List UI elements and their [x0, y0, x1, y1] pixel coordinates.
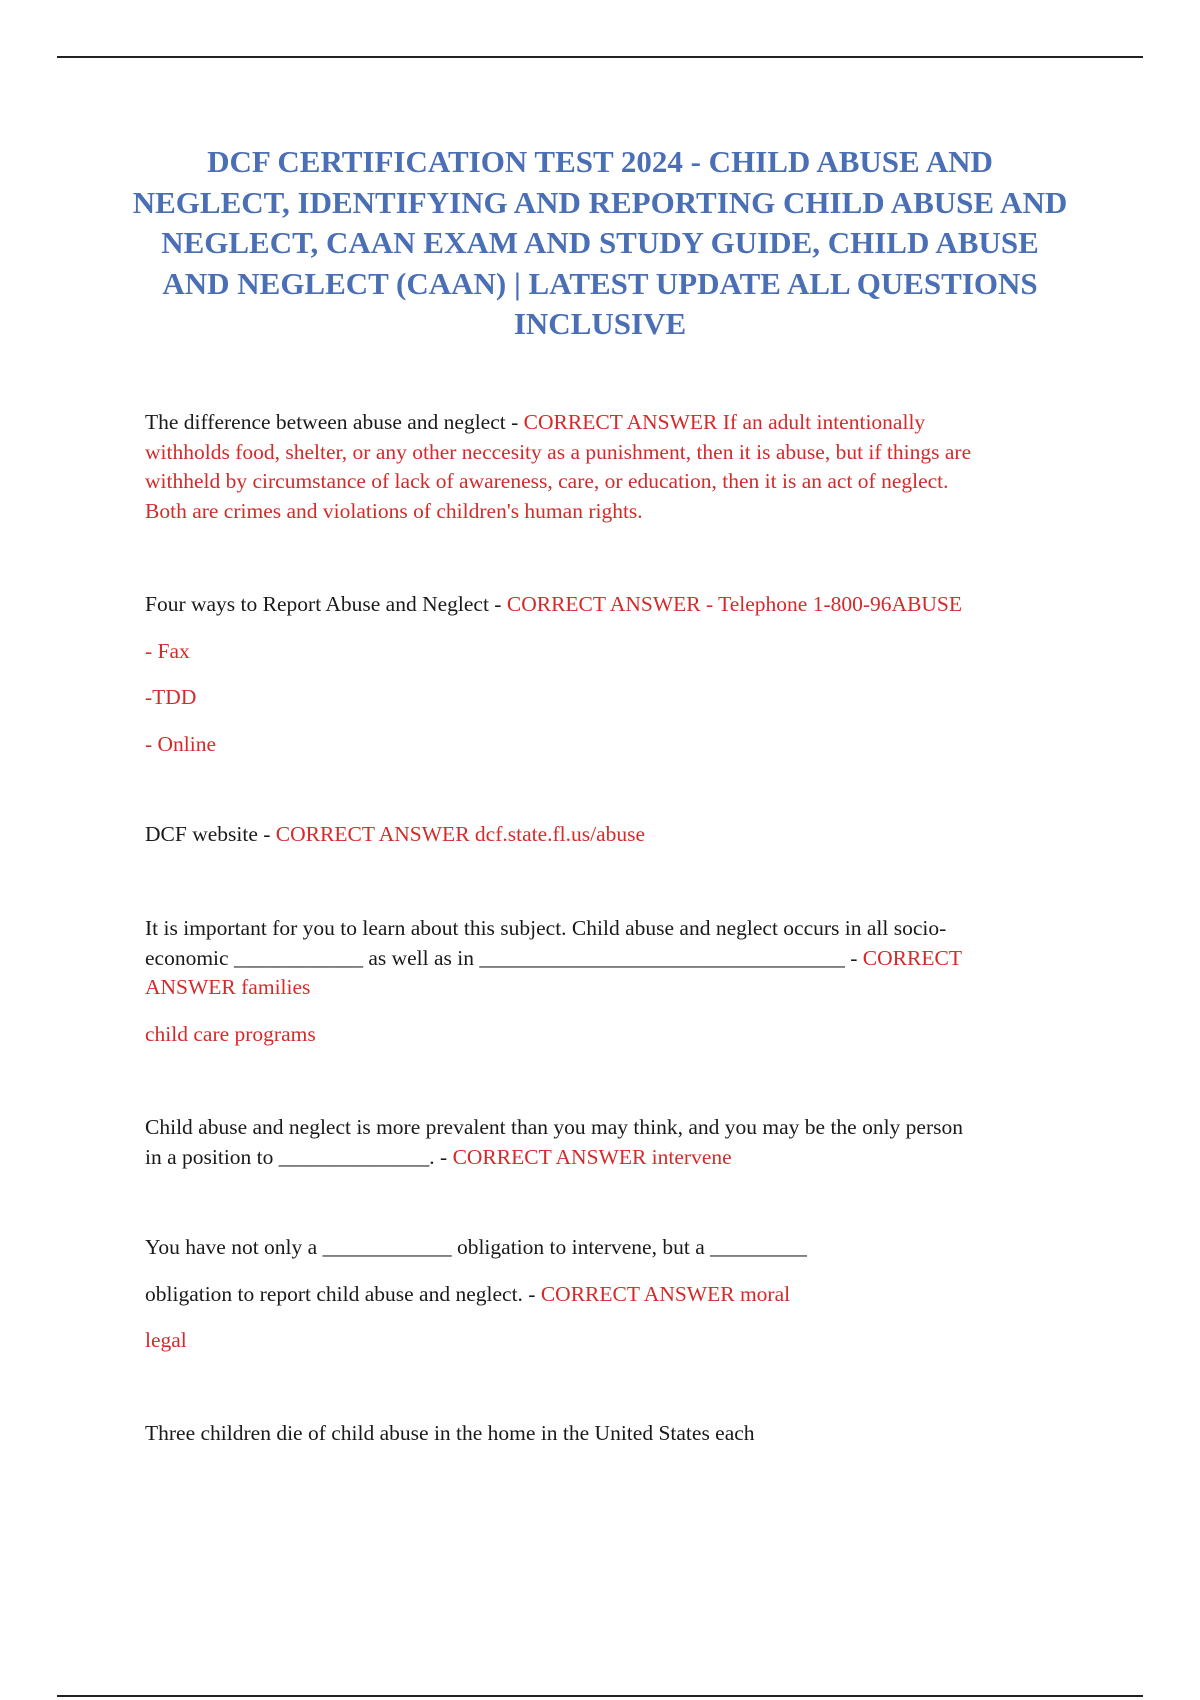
qa-item-5	[145, 1113, 1080, 1172]
qa-item-3	[145, 820, 1080, 850]
question-text: The difference between abuse and neglect -	[145, 410, 524, 434]
answer-text: -TDD	[145, 685, 197, 709]
answer-text: - Online	[145, 731, 217, 756]
answer-text: - Fax	[145, 638, 190, 663]
question-text: in a position to ______________. -	[145, 1144, 453, 1169]
qa-item-1	[145, 408, 1080, 526]
question-text: obligation to report child abuse and neglect. -	[145, 1281, 541, 1306]
answer-text: CORRECT ANSWER If an adult intentionally	[523, 410, 926, 434]
qa-item-2	[145, 590, 1080, 759]
question-text: economic ____________ as well as in __________________________________ -	[145, 945, 863, 970]
answer-text: CORRECT ANSWER intervene	[452, 1144, 732, 1169]
qa-item-4	[145, 914, 1080, 1049]
question-text: DCF website -	[145, 822, 276, 846]
question-text: Four ways to Report Abuse and Neglect -	[145, 592, 507, 616]
question-text: Three children die of child abuse in the home in the United States each	[145, 1421, 755, 1445]
qa-item-6	[145, 1233, 1080, 1356]
answer-text: CORRECT ANSWER dcf.state.fl.us/abuse	[275, 822, 646, 846]
answer-text: withholds food, shelter, or any other neccesity as a punishment, then it is abuse, but if things are	[145, 439, 972, 464]
answer-text: Both are crimes and violations of children's human rights.	[145, 498, 643, 523]
document-title: DCF CERTIFICATION TEST 2024 - CHILD ABUSE AND NEGLECT, IDENTIFYING AND REPORTING CHILD ABUSE AND NEGLECT, CAAN EXAM AND STUDY GUIDE, CHILD ABUSE AND NEGLECT (CAAN) | LATEST UPDATE ALL QUESTIONS INCLUSIVE	[132, 144, 1068, 341]
answer-text: withheld by circumstance of lack of awareness, care, or education, then it is an act of neglect.	[145, 469, 949, 493]
footer-rule	[57, 1695, 1143, 1697]
answer-text: CORRECT ANSWER moral	[540, 1281, 791, 1306]
qa-item-7	[145, 1419, 1080, 1449]
question-text: Child abuse and neglect is more prevalent than you may think, and you may be the only person	[145, 1115, 963, 1139]
answer-text: child care programs	[145, 1021, 316, 1046]
answer-text: ANSWER families	[145, 975, 311, 999]
question-text: It is important for you to learn about this subject. Child abuse and neglect occurs in all socio-	[145, 916, 947, 940]
question-text: You have not only a ____________ obligation to intervene, but a _________	[145, 1235, 807, 1259]
answer-text: CORRECT	[862, 945, 962, 970]
answer-text: CORRECT ANSWER - Telephone 1-800-96ABUSE	[506, 592, 963, 616]
answer-text: legal	[145, 1328, 187, 1352]
header-rule	[57, 56, 1143, 58]
